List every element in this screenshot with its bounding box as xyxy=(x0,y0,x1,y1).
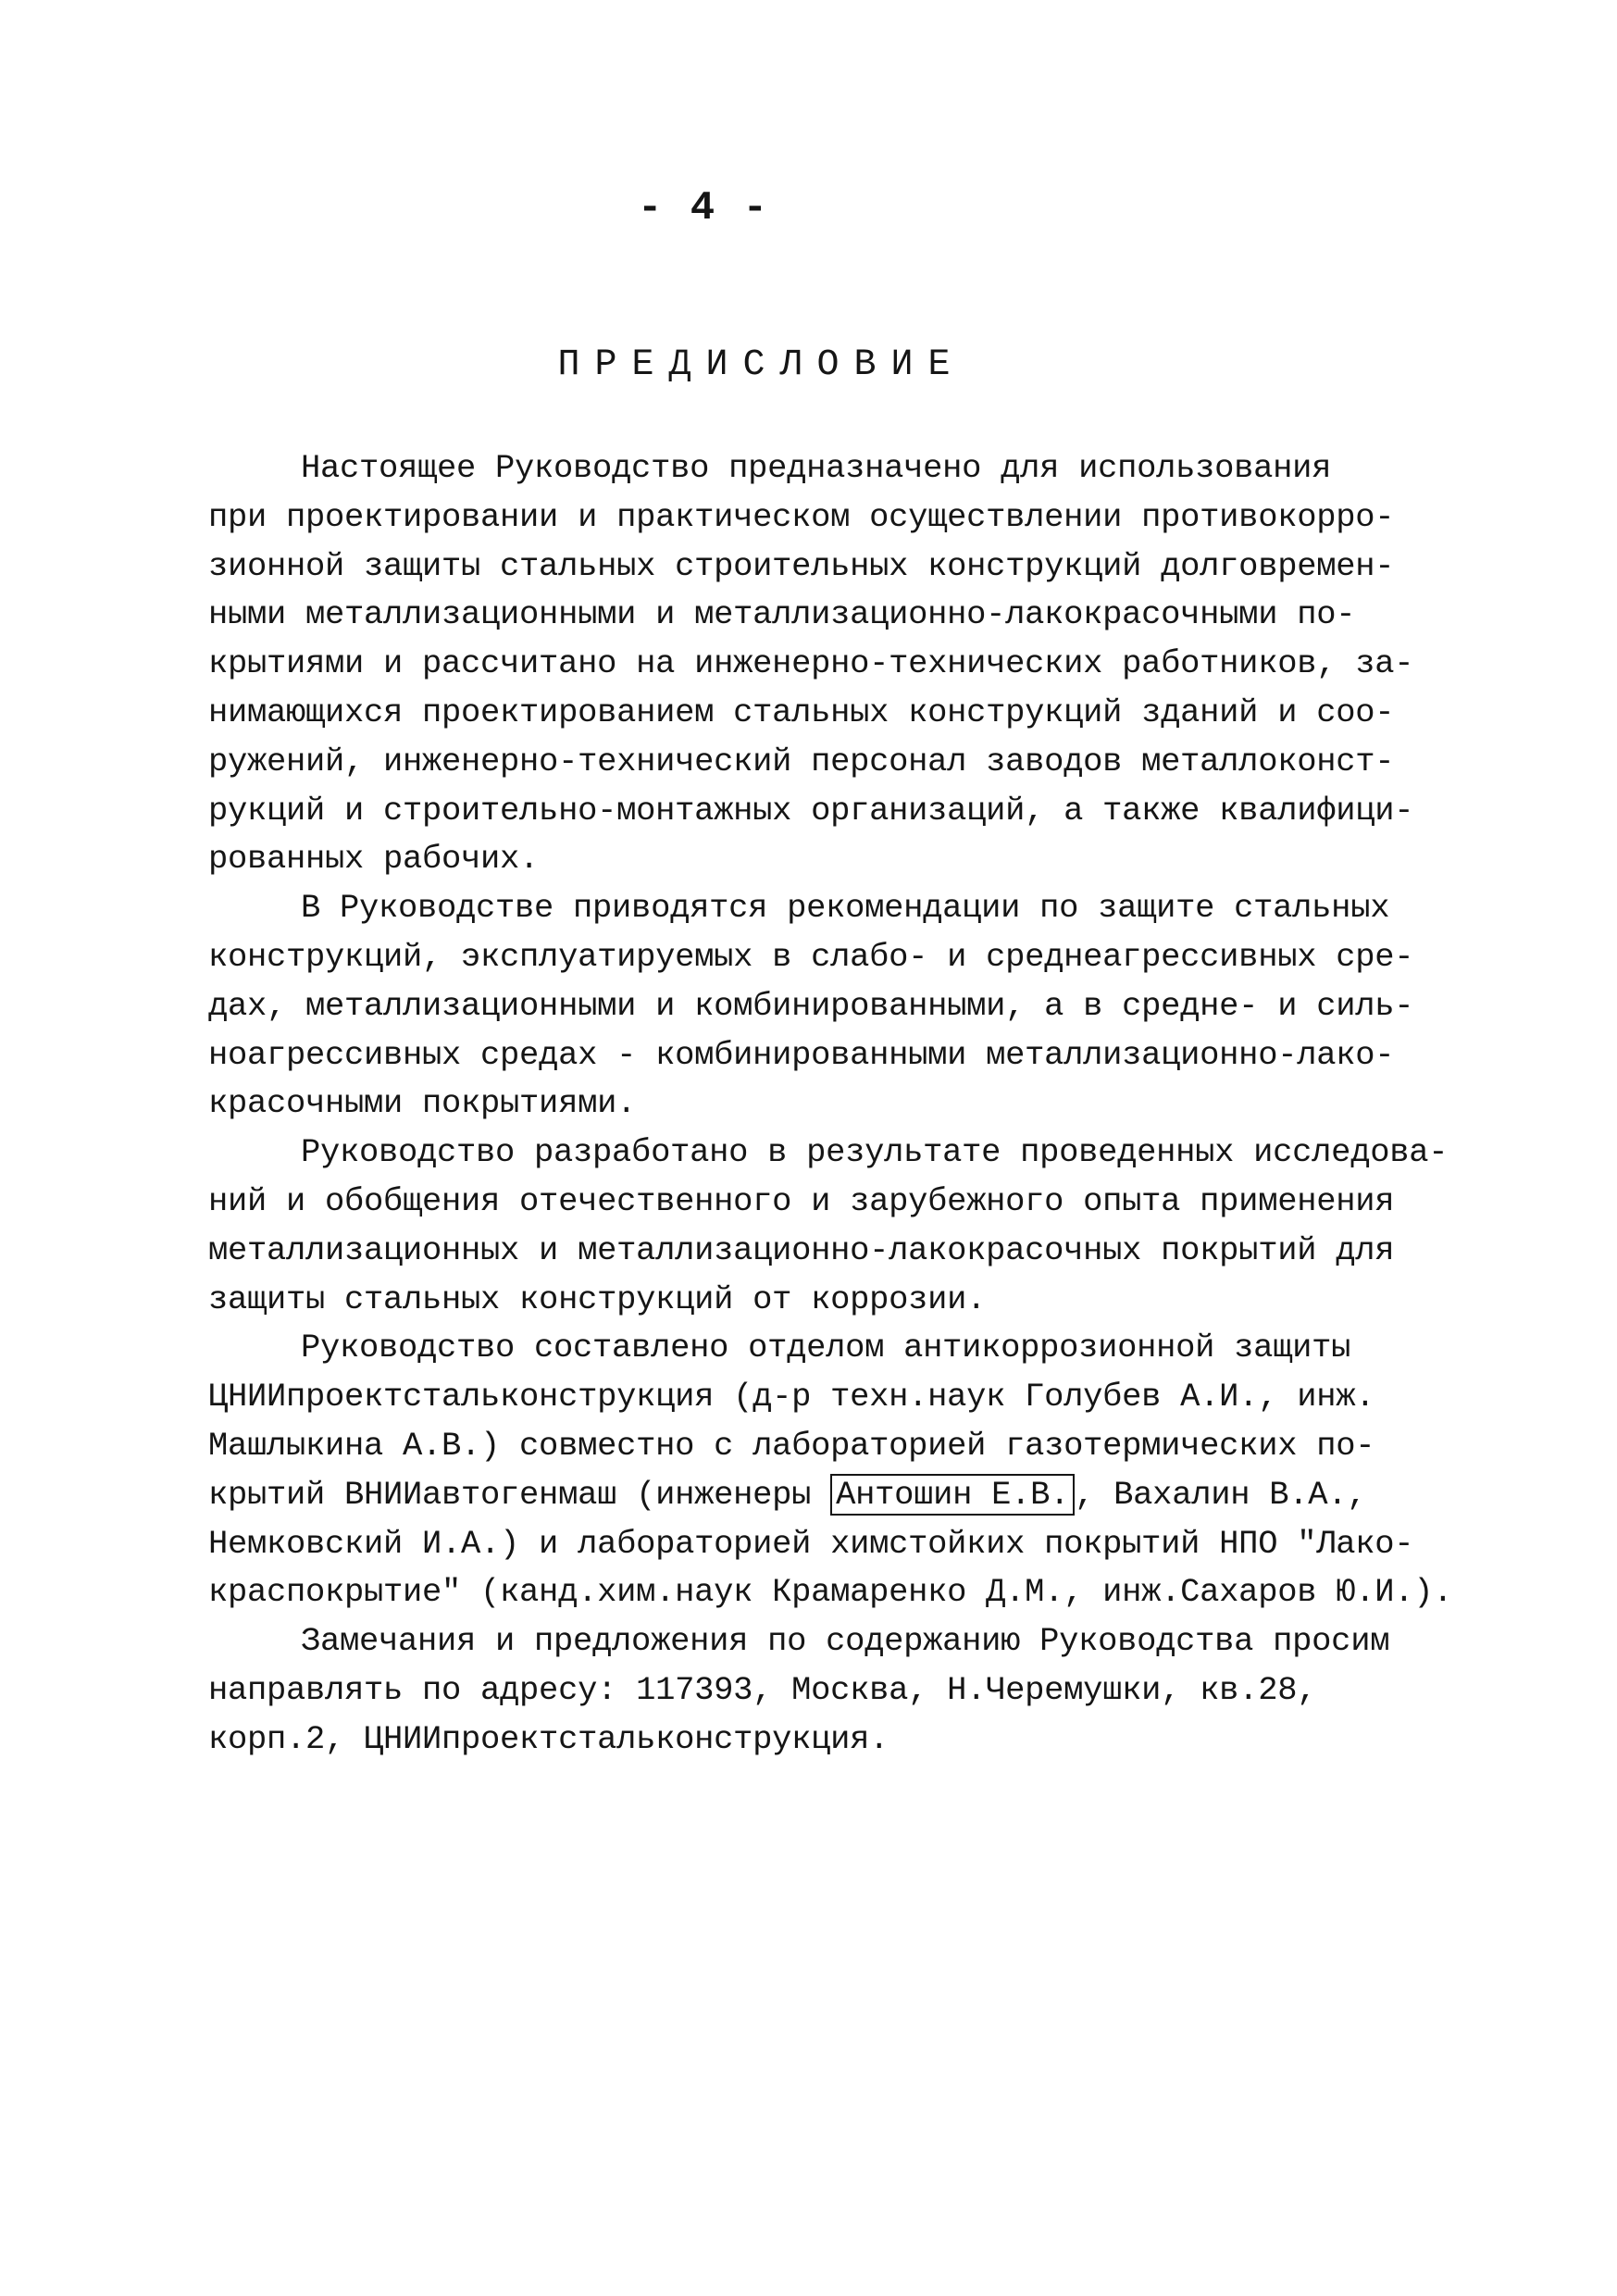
text-line: направлять по адресу: 117393, Москва, Н.Черемушки, кв.28, xyxy=(208,1670,1317,1709)
text-line: рованных рабочих. xyxy=(208,840,540,879)
text-line: краспокрытие" (канд.хим.наук Крамаренко Д.М., инж.Сахаров Ю.И.). xyxy=(208,1573,1453,1612)
text-line: Руководство составлено отделом антикоррозионной защиты xyxy=(301,1329,1351,1367)
text-line: ноагрессивных средах - комбинированными металлизационно-лако- xyxy=(208,1035,1395,1074)
text-segment: крытий ВНИИавтогенмаш (инженеры xyxy=(208,1475,831,1514)
text-line: Машлыкина А.В.) совместно с лабораторией газотермических по- xyxy=(208,1426,1375,1465)
text-line: Руководство разработано в результате проведенных исследова- xyxy=(301,1133,1449,1172)
text-line: ружений, инженерно-технический персонал заводов металлоконст- xyxy=(208,742,1395,780)
text-line: ний и обобщения отечественного и зарубежного опыта применения xyxy=(208,1181,1395,1220)
text-line: металлизационных и металлизационно-лакокрасочных покрытий для xyxy=(208,1230,1395,1269)
text-line: крытиями и рассчитано на инженерно-технических работников, за- xyxy=(208,644,1414,683)
text-line: красочными покрытиями. xyxy=(208,1084,637,1123)
text-line: при проектировании и практическом осуществлении противокорро- xyxy=(208,497,1395,536)
text-line: нимающихся проектированием стальных конструкций зданий и соо- xyxy=(208,693,1395,731)
preface-body xyxy=(208,444,1453,1765)
text-line: защиты стальных конструкций от коррозии. xyxy=(208,1279,987,1318)
text-line: Настоящее Руководство предназначено для использования xyxy=(301,449,1332,487)
text-line: рукций и строительно-монтажных организаций, а также квалифици- xyxy=(208,791,1414,830)
page-number: - 4 - xyxy=(637,185,770,231)
boxed-author-name: Антошин Е.В. xyxy=(830,1474,1075,1516)
text-line: В Руководстве приводятся рекомендации по защите стальных xyxy=(301,889,1390,928)
text-line: дах, металлизационными и комбинированными, а в средне- и силь- xyxy=(208,986,1414,1025)
text-line: зионной защиты стальных строительных конструкций долговремен- xyxy=(208,546,1395,585)
text-line-with-boxed-name xyxy=(208,1471,1439,1520)
text-line: Замечания и предложения по содержанию Руководства просим xyxy=(301,1622,1390,1661)
text-line: конструкций, эксплуатируемых в слабо- и среднеагрессивных сре- xyxy=(208,937,1414,976)
text-line: корп.2, ЦНИИпроектстальконструкция. xyxy=(208,1719,889,1758)
section-title: ПРЕДИСЛОВИЕ xyxy=(557,344,965,386)
text-segment: , Вахалин В.А., xyxy=(1075,1475,1367,1514)
text-line: ными металлизационными и металлизационно-лакокрасочными по- xyxy=(208,595,1356,634)
text-line: Немковский И.А.) и лабораторией химстойких покрытий НПО "Лако- xyxy=(208,1524,1414,1563)
text-line: ЦНИИпроектстальконструкция (д-р техн.наук Голубев А.И., инж. xyxy=(208,1378,1375,1416)
